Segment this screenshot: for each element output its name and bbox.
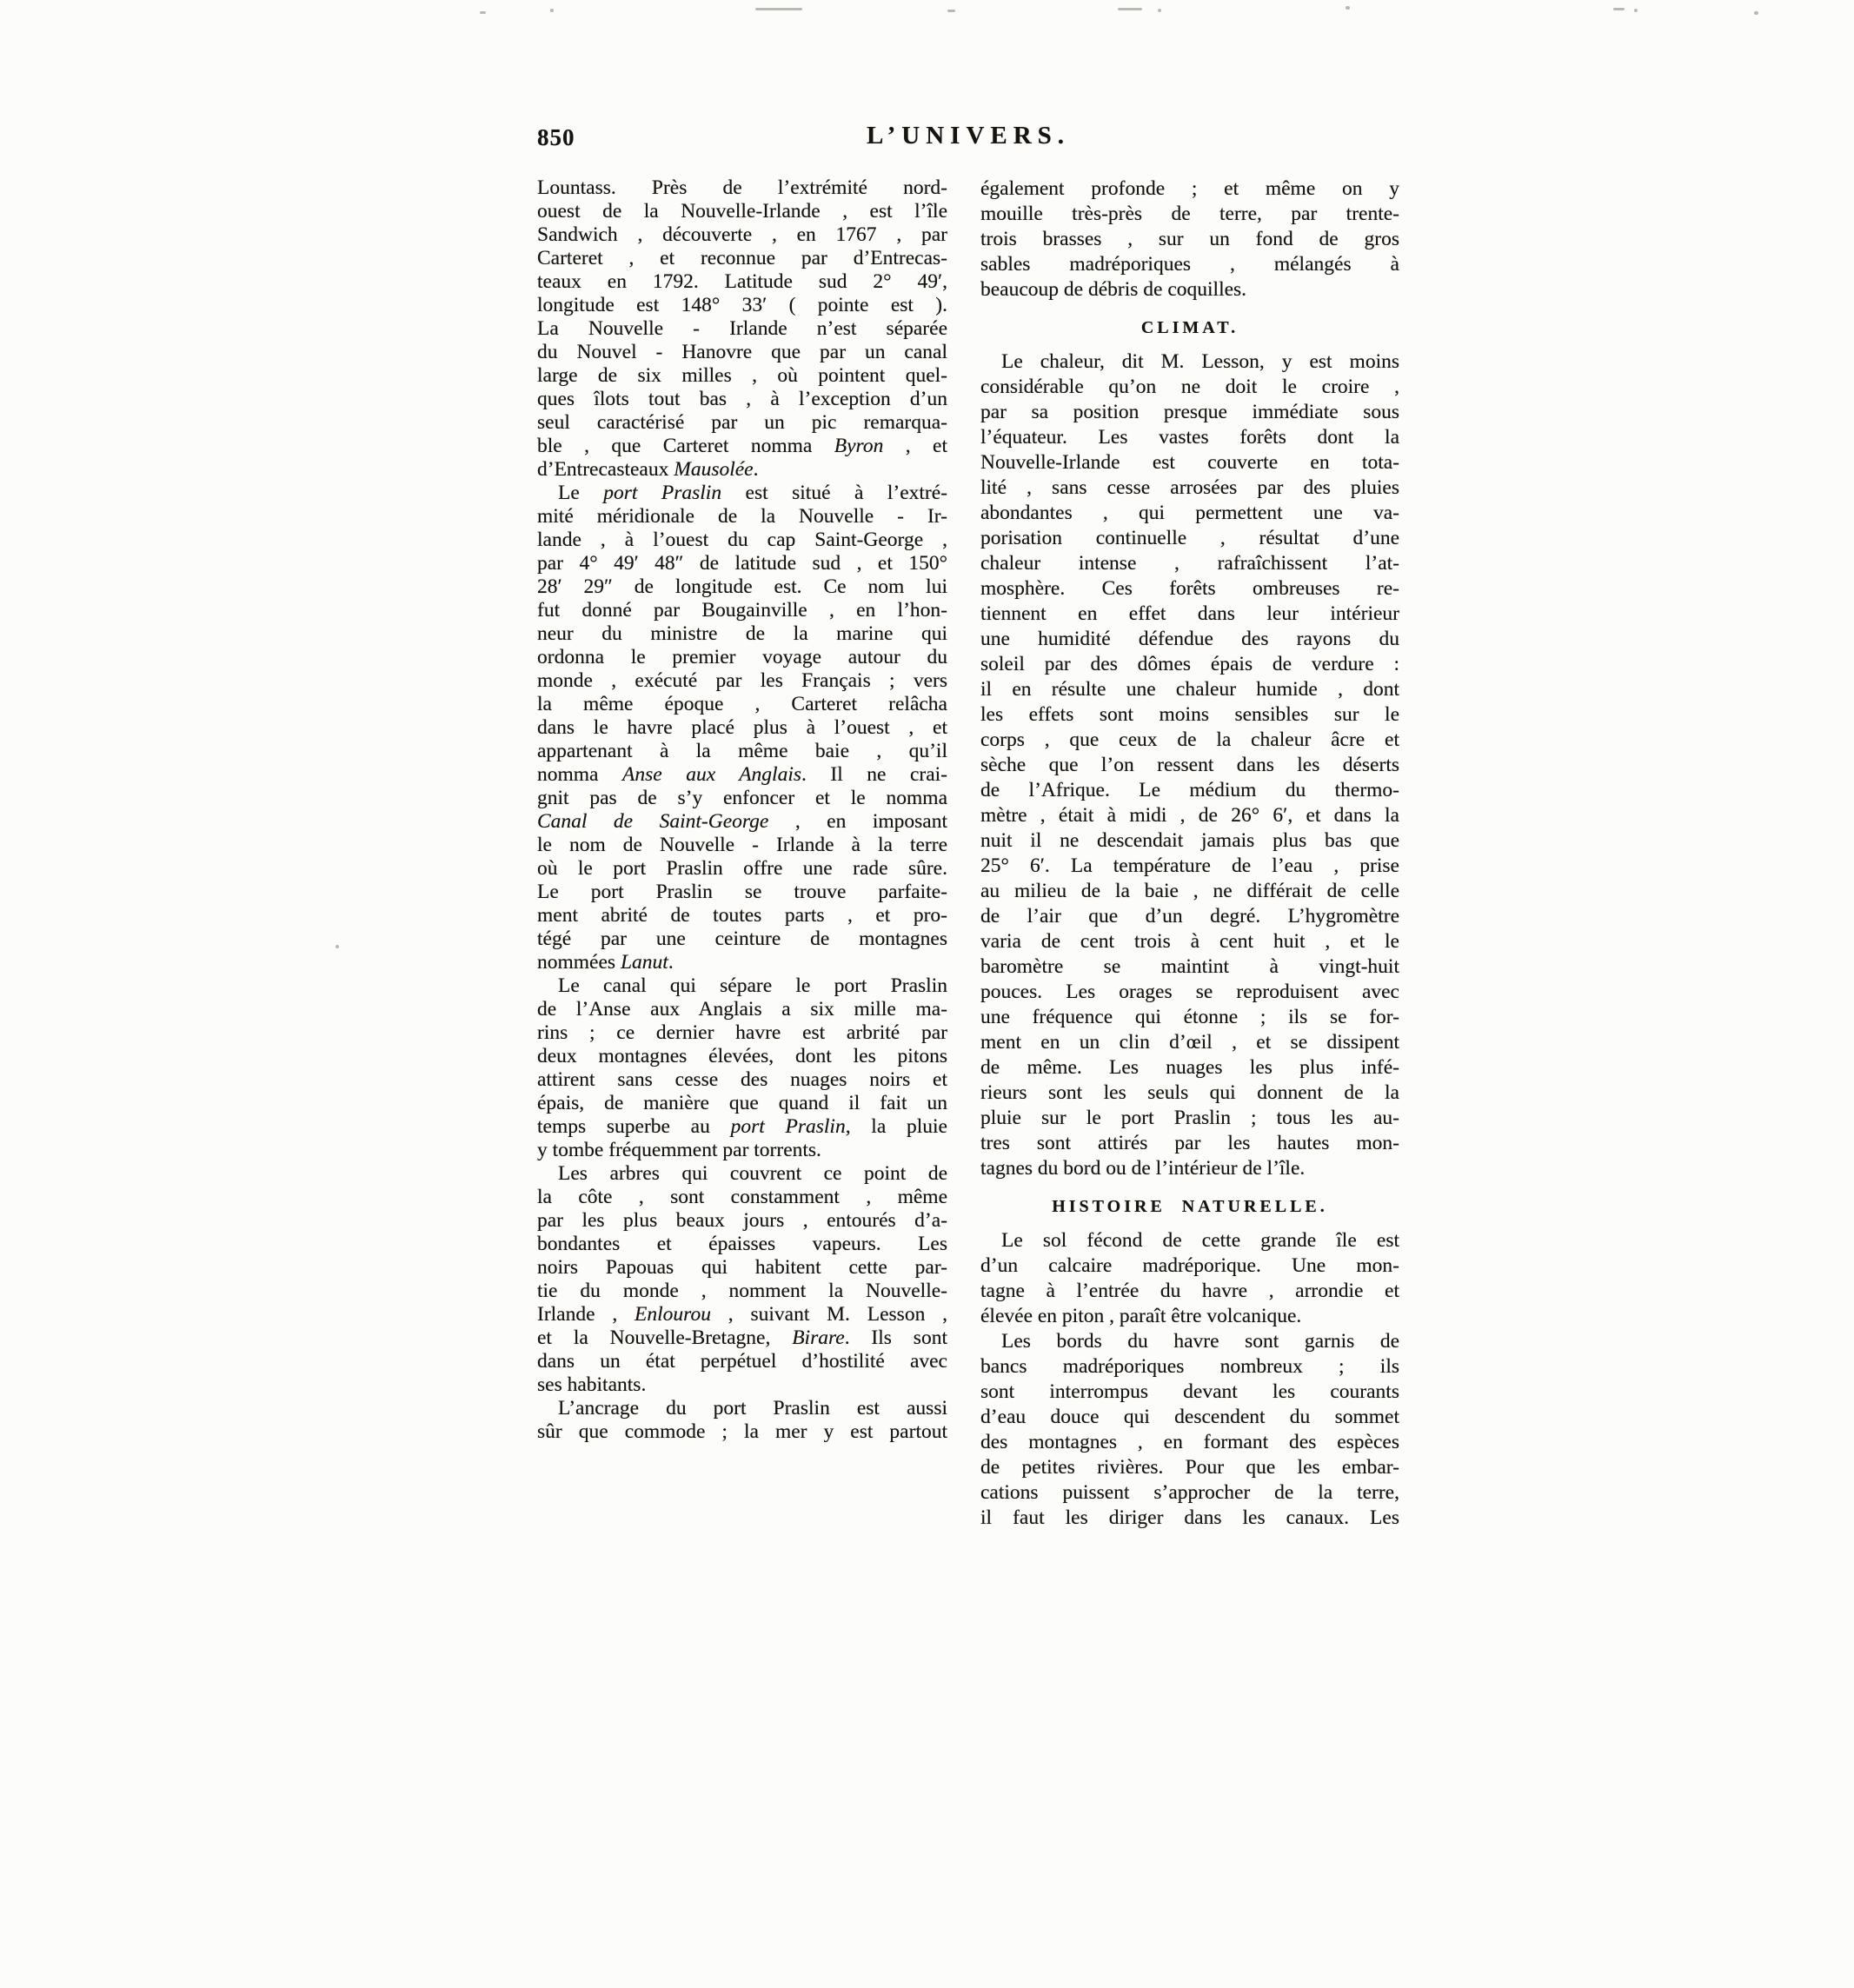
text-line: une humidité défendue des rayons du bbox=[980, 628, 1399, 650]
text-line: ment abrité de toutes parts , et pro- bbox=[537, 904, 947, 927]
paragraph bbox=[980, 1228, 1399, 1329]
text-line: sûr que commode ; la mer y est partout bbox=[537, 1420, 947, 1443]
text-line: tiennent en effet dans leur intérieur bbox=[980, 602, 1399, 625]
text-line: d’un calcaire madréporique. Une mon- bbox=[980, 1254, 1399, 1277]
text-line: également profonde ; et même on y bbox=[980, 177, 1399, 200]
text-line: mètre , était à midi , de 26° 6′, et dans la bbox=[980, 804, 1399, 827]
text-line: bondantes et épaisses vapeurs. Les bbox=[537, 1233, 947, 1255]
text-line: au milieu de la baie , ne différait de celle bbox=[980, 880, 1399, 902]
text-line: de l’air que d’un degré. L’hygromètre bbox=[980, 905, 1399, 928]
text-line: monde , exécuté par les Français ; vers bbox=[537, 669, 947, 692]
text-line: la même époque , Carteret relâcha bbox=[537, 693, 947, 715]
text-line: dans le havre placé plus à l’ouest , et bbox=[537, 716, 947, 739]
text-line: L’ancrage du port Praslin est aussi bbox=[558, 1397, 947, 1420]
text-line: attirent sans cesse des nuages noirs et bbox=[537, 1068, 947, 1091]
running-title: L’UNIVERS. bbox=[866, 122, 1071, 150]
text-line: neur du ministre de la marine qui bbox=[537, 622, 947, 645]
text-line: Canal de Saint-George , en imposant bbox=[537, 810, 948, 833]
text-line: rins ; ce dernier havre est arbrité par bbox=[537, 1021, 947, 1044]
text-line: 25° 6′. La température de l’eau , prise bbox=[980, 854, 1399, 877]
text-line: pluie sur le port Praslin ; tous les au- bbox=[980, 1107, 1399, 1129]
text-line: ouest de la Nouvelle-Irlande , est l’île bbox=[537, 200, 947, 223]
text-line: rieurs sont les seuls qui donnent de la bbox=[980, 1081, 1399, 1104]
text-line: mité méridionale de la Nouvelle - Ir- bbox=[537, 505, 947, 528]
text-line: soleil par des dômes épais de verdure : bbox=[980, 653, 1399, 675]
text-line: cations puissent s’approcher de la terre, bbox=[980, 1481, 1399, 1504]
paragraph bbox=[980, 176, 1399, 303]
scan-artifact bbox=[1346, 6, 1350, 10]
text-line: La Nouvelle - Irlande n’est séparée bbox=[537, 317, 947, 340]
text-line: des montagnes , en formant des espèces bbox=[980, 1431, 1399, 1453]
text-line: Le chaleur, dit M. Lesson, y est moins bbox=[1001, 350, 1399, 373]
text-line: Le canal qui sépare le port Praslin bbox=[558, 974, 947, 997]
text-line: du Nouvel - Hanovre que par un canal bbox=[537, 341, 947, 363]
text-line: Sandwich , découverte , en 1767 , par bbox=[537, 223, 947, 246]
text-line: mosphère. Ces forêts ombreuses re- bbox=[980, 577, 1399, 600]
text-line: tégé par une ceinture de montagnes bbox=[537, 928, 947, 950]
text-line: corps , que ceux de la chaleur âcre et bbox=[980, 728, 1399, 751]
text-line: d’eau douce qui descendent du sommet bbox=[980, 1406, 1399, 1428]
text-line: chaleur intense , rafraîchissent l’at- bbox=[980, 552, 1399, 575]
text-line: Nouvelle-Irlande est couverte en tota- bbox=[980, 451, 1399, 474]
section-heading: CLIMAT. bbox=[1140, 318, 1239, 337]
text-line: tagnes du bord ou de l’intérieur de l’île. bbox=[980, 1157, 1306, 1180]
text-line: teaux en 1792. Latitude sud 2° 49′, bbox=[537, 270, 947, 293]
text-line: nuit il ne descendait jamais plus bas que bbox=[980, 829, 1399, 852]
text-line: d’Entrecasteaux Mausolée. bbox=[537, 458, 759, 481]
text-line: abondantes , qui permettent une va- bbox=[980, 502, 1399, 524]
text-line: une fréquence qui étonne ; ils se for- bbox=[980, 1006, 1399, 1028]
scan-artifact bbox=[947, 10, 955, 12]
text-line: ordonna le premier voyage autour du bbox=[537, 646, 947, 668]
text-line: ment en un clin d’œil , et se dissipent bbox=[980, 1031, 1399, 1054]
text-line: Irlande , Enlourou , suivant M. Lesson , bbox=[537, 1303, 947, 1326]
text-line: par les plus beaux jours , entourés d’a- bbox=[537, 1209, 947, 1232]
text-line: tie du monde , nomment la Nouvelle- bbox=[537, 1280, 947, 1302]
text-line: appartenant à la même baie , qu’il bbox=[537, 740, 947, 762]
scan-artifact bbox=[1158, 9, 1161, 12]
text-line: par 4° 49′ 48″ de latitude sud , et 150° bbox=[537, 552, 947, 575]
text-line: Le sol fécond de cette grande île est bbox=[1001, 1229, 1399, 1252]
right-column bbox=[980, 176, 1399, 1531]
text-line: par sa position presque immédiate sous bbox=[980, 401, 1399, 423]
text-line: le nom de Nouvelle - Irlande à la terre bbox=[537, 834, 947, 856]
text-line: lité , sans cesse arrosées par des pluies bbox=[980, 476, 1399, 499]
text-line: noirs Papouas qui habitent cette par- bbox=[537, 1256, 947, 1279]
paragraph bbox=[537, 1162, 947, 1397]
text-line: longitude est 148° 33′ ( pointe est ). bbox=[537, 294, 947, 316]
text-line: sont interrompus devant les courants bbox=[980, 1380, 1399, 1403]
left-column bbox=[537, 176, 947, 1444]
text-line: où le port Praslin offre une rade sûre. bbox=[537, 857, 947, 880]
section-heading: HISTOIRE NATURELLE. bbox=[1052, 1197, 1328, 1216]
text-line: l’équateur. Les vastes forêts dont la bbox=[980, 426, 1399, 449]
scan-artifact bbox=[480, 11, 486, 14]
text-line: ble , que Carteret nomma Byron , et bbox=[537, 435, 947, 457]
text-line: de petites rivières. Pour que les embar- bbox=[980, 1456, 1399, 1479]
text-line: Le port Praslin est situé à l’extré- bbox=[558, 482, 947, 504]
text-line: de l’Anse aux Anglais a six mille ma- bbox=[537, 998, 947, 1021]
text-line: ses habitants. bbox=[537, 1373, 647, 1396]
text-line: nommées Lanut. bbox=[537, 951, 674, 974]
text-line: beaucoup de débris de coquilles. bbox=[980, 278, 1247, 301]
text-line: gnit pas de s’y enfoncer et le nomma bbox=[537, 787, 947, 809]
scan-artifact bbox=[550, 9, 554, 12]
text-line: Carteret , et reconnue par d’Entrecas- bbox=[537, 247, 947, 269]
text-line: varia de cent trois à cent huit , et le bbox=[980, 930, 1399, 953]
text-line: les effets sont moins sensibles sur le bbox=[980, 703, 1399, 726]
text-line: Les arbres qui couvrent ce point de bbox=[558, 1162, 947, 1185]
text-line: de l’Afrique. Le médium du thermo- bbox=[980, 779, 1399, 801]
text-line: Lountass. Près de l’extrémité nord- bbox=[537, 176, 947, 199]
text-line: seul caractérisé par un pic remarqua- bbox=[537, 411, 947, 434]
scan-artifact bbox=[1613, 8, 1625, 10]
text-line: sables madréporiques , mélangés à bbox=[980, 253, 1399, 276]
text-line: considérable qu’on ne doit le croire , bbox=[980, 376, 1399, 398]
text-line: pouces. Les orages se reproduisent avec bbox=[980, 981, 1399, 1003]
paragraph bbox=[537, 482, 947, 974]
text-line: bancs madréporiques nombreux ; ils bbox=[980, 1355, 1399, 1378]
text-line: Les bords du havre sont garnis de bbox=[1001, 1330, 1399, 1353]
text-line: il faut les diriger dans les canaux. Les bbox=[980, 1506, 1399, 1529]
text-line: ques îlots tout bas , à l’exception d’un bbox=[537, 388, 947, 410]
text-line: il en résulte une chaleur humide , dont bbox=[980, 678, 1399, 701]
text-line: temps superbe au port Praslin, la pluie bbox=[537, 1115, 947, 1138]
paragraph bbox=[537, 974, 947, 1162]
scan-artifact bbox=[1118, 8, 1142, 10]
scan-artifact bbox=[1634, 9, 1638, 12]
text-line: trois brasses , sur un fond de gros bbox=[980, 228, 1399, 250]
text-line: dans un état perpétuel d’hostilité avec bbox=[537, 1350, 947, 1373]
text-line: fut donné par Bougainville , en l’hon- bbox=[537, 599, 947, 622]
text-line: mouille très-près de terre, par trente- bbox=[980, 203, 1399, 225]
text-line: porisation continuelle , résultat d’une bbox=[980, 527, 1399, 549]
text-line: tagne à l’entrée du havre , arrondie et bbox=[980, 1280, 1399, 1302]
text-line: large de six milles , où pointent quel- bbox=[537, 364, 947, 387]
text-line: et la Nouvelle-Bretagne, Birare. Ils sont bbox=[537, 1326, 947, 1349]
text-line: de même. Les nuages les plus infé- bbox=[980, 1056, 1399, 1079]
paragraph bbox=[980, 1329, 1399, 1531]
paragraph bbox=[537, 176, 947, 482]
text-line: Le port Praslin se trouve parfaite- bbox=[537, 881, 947, 903]
text-line: y tombe fréquemment par torrents. bbox=[537, 1139, 821, 1161]
text-line: baromètre se maintint à vingt-huit bbox=[980, 955, 1399, 978]
paragraph bbox=[980, 349, 1399, 1181]
text-line: sèche que l’on ressent dans les déserts bbox=[980, 754, 1399, 776]
text-line: tres sont attirés par les hautes mon- bbox=[980, 1132, 1399, 1154]
scan-artifact bbox=[336, 945, 339, 948]
text-line: lande , à l’ouest du cap Saint-George , bbox=[537, 529, 947, 551]
scan-artifact bbox=[1754, 11, 1758, 15]
page-number: 850 bbox=[537, 124, 575, 150]
text-line: élevée en piton , paraît être volcanique. bbox=[980, 1305, 1302, 1327]
text-line: épais, de manière que quand il fait un bbox=[537, 1092, 947, 1114]
scan-artifact bbox=[755, 8, 802, 10]
paragraph bbox=[537, 1397, 947, 1444]
text-line: la côte , sont constamment , même bbox=[537, 1186, 947, 1208]
page-header bbox=[537, 122, 1399, 156]
text-line: deux montagnes élevées, dont les pitons bbox=[537, 1045, 947, 1067]
text-line: 28′ 29″ de longitude est. Ce nom lui bbox=[537, 575, 947, 598]
text-line: nomma Anse aux Anglais. Il ne crai- bbox=[537, 763, 947, 786]
